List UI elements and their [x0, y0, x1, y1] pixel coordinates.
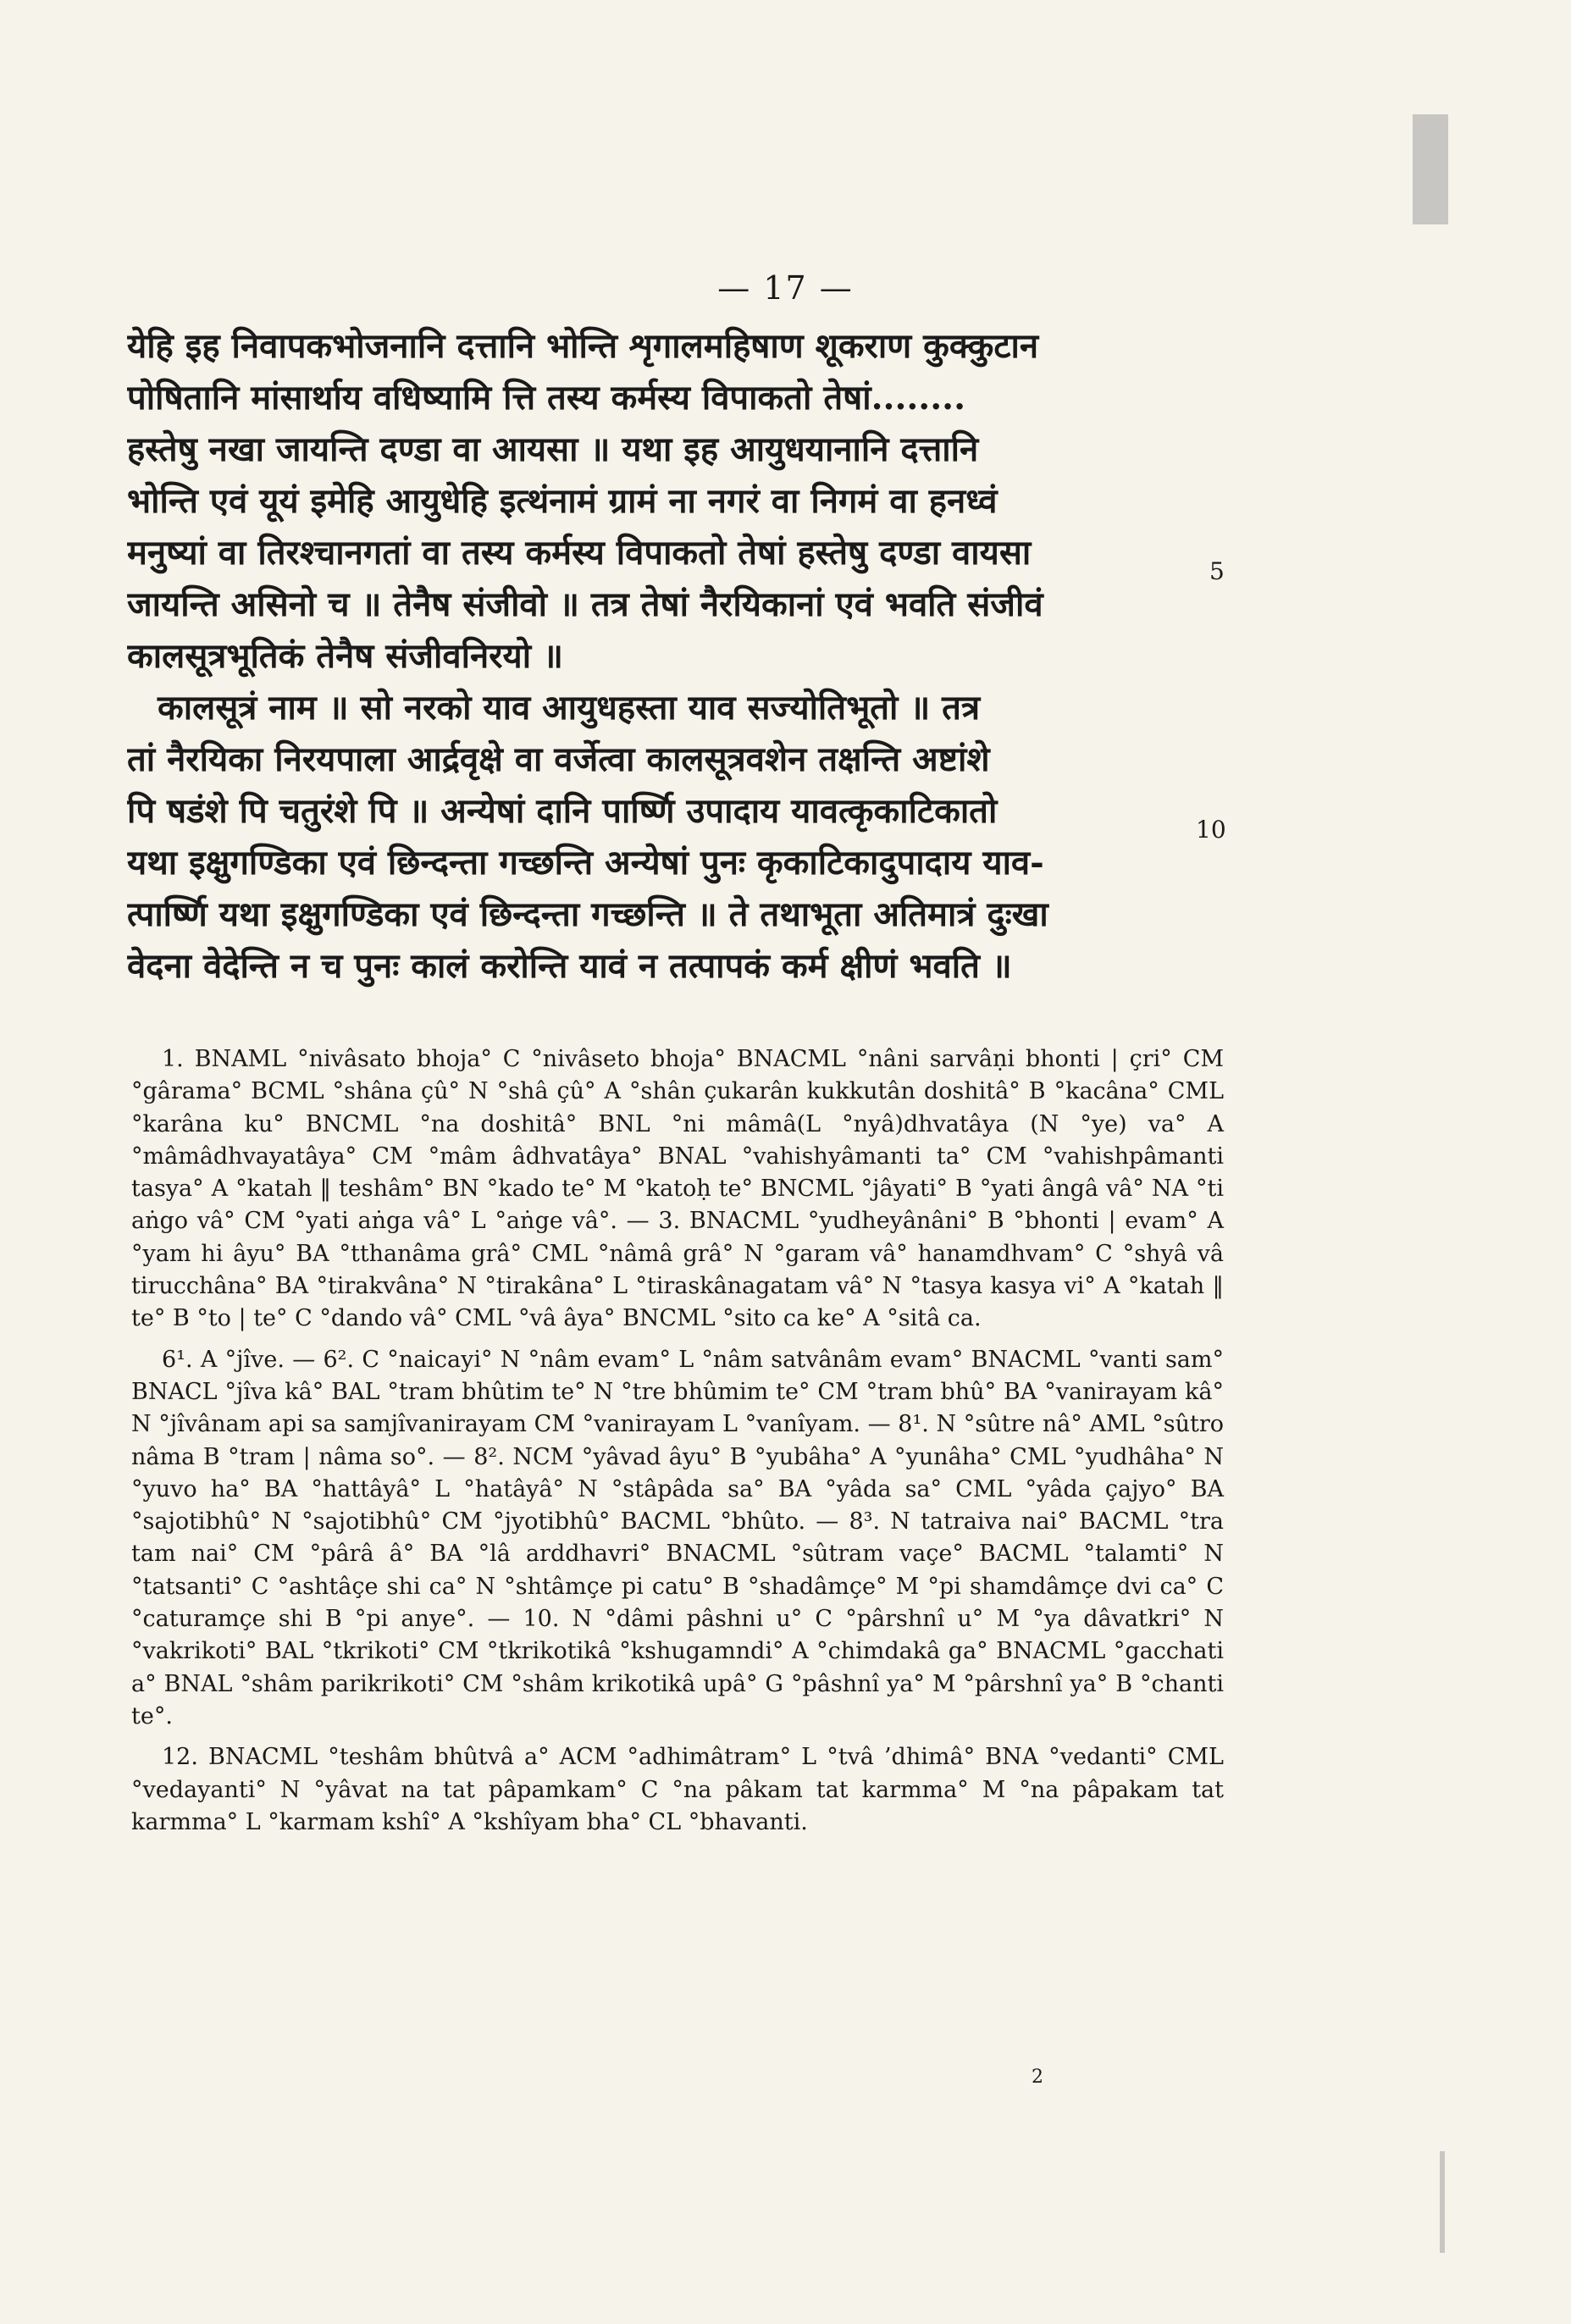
footnote-paragraph: 6¹. A °jîve. — 6². C °naicayi° N °nâm evam° L °nâm satvânâm evam° BNACML °vanti sam° BNACL °jîva kâ° BAL °tram bhûtim te° N °tre bhûmim te° CM °tram bhû° BA °vanirayam kâ° N °jîvânam api sa samjîvanirayam CM °vanirayam L °vanîyam. — 8¹. N °sûtre nâ° AML °sûtro nâma B °tram | nâma so°. — 8². NCM °yâvad âyu° B °yubâha° A °yunâha° CML °yudhâha° N °yuvo ha° BA °hattâyâ° L °hatâyâ° N °stâpâda sa° BA °yâda sa° CML °yâda çajyo° BA °sajotibhû° N °sajotibhû° CM °jyotibhû° BACML °bhûto. — 8³. N tatraiva nai° BACML °tra tam nai° CM °pârâ â° BA °lâ arddhavri° BNACML °sûtram vaçe° BACML °talamti° N °tatsanti° C °ashtâçe shi ca° N °shtâmçe pi catu° B °shadâmçe° M °pi shamdâmçe dvi ca° C °caturamçe shi B °pi anye°. — 10. N °dâmi pâshni u° C °pârshnî u° M °ya dâvatkri° N °vakrikoti° BAL °tkrikoti° CM °tkrikotikâ °kshugamndi° A °chimdakâ ga° BNACML °gacchati a° BNAL °shâm parikrikoti° CM °shâm krikotikâ upâ° G °pâshnî ya° M °pârshnî ya° B °chanti te°. — [131, 1346, 1224, 1729]
page-number: — 17 — — [717, 269, 854, 307]
sanskrit-line: येहि इह निवापकभोजनानि दत्तानि भोन्ति शृगालमहिषाण शूकराण कुक्कुटान — [127, 326, 1039, 366]
sanskrit-line: यथा इक्षुगण्डिका एवं छिन्दन्ता गच्छन्ति अन्येषां पुनः कृकाटिकादुपादाय याव- — [127, 843, 1044, 883]
sanskrit-line: हस्तेषु नखा जायन्ति दण्डा वा आयसा ॥ यथा इह आयुधयानानि दत्तानि — [127, 429, 979, 469]
sanskrit-line: जायन्ति असिनो च ॥ तेनैष संजीवो ॥ तत्र तेषां नैरयिकानां एवं भवति संजीवं — [127, 584, 1043, 624]
sanskrit-line: भोन्ति एवं यूयं इमेहि आयुधेहि इत्थंनामं ग्रामं ना नगरं वा निगमं वा हनध्वं — [127, 481, 998, 521]
sanskrit-line: पि षडंशे पि चतुरंशे पि ॥ अन्येषां दानि पार्ष्णि उपादाय यावत्कृकाटिकातो — [127, 791, 998, 831]
footnote-paragraph: 1. BNAML °nivâsato bhoja° C °nivâseto bhoja° BNACML °nâni sarvâṇi bhonti | çri° CM °gârama° BCML °shâna çû° N °shâ çû° A °shân çukarân kukkutân doshitâ° B °kacâna° CML °karâna ku° BNCML °na doshitâ° BNL °ni mâmâ(L °nyâ)dhvatâya (N °ye) va° A °mâmâdhvayatâya° CM °mâm âdhvatâya° BNAL °vahishyâmanti ta° CM °vahishpâmanti tasya° A °katah ‖ teshâm° BN °kado te° M °katoḥ te° BNCML °jâyati° B °yati ângâ vâ° NA °ti aṅgo vâ° CM °yati aṅga vâ° L °aṅge vâ°. — 3. BNACML °yudheyânâni° B °bhonti | evam° A °yam hi âyu° BA °tthanâma grâ° CML °nâmâ grâ° N °garam vâ° hanamdhvam° C °shyâ vâ tirucchâna° BA °tirakvâna° N °tirakâna° L °tiraskânagatam vâ° N °tasya kasya vi° A °katah ‖ te° B °to | te° C °dando vâ° CML °vâ âya° BNCML °sito ca ke° A °sitâ ca. — [131, 1046, 1224, 1332]
sanskrit-line: पोषितानि मांसार्थाय वधिष्यामि त्ति तस्य कर्मस्य विपाकतो तेषां........ — [127, 378, 966, 418]
sanskrit-line: त्पार्ष्णि यथा इक्षुगण्डिका एवं छिन्दन्ता गच्छन्ति ॥ ते तथाभूता अतिमात्रं दुःखा — [127, 894, 1048, 934]
footnote-paragraph: 12. BNACML °teshâm bhûtvâ a° ACM °adhimâtram° L °tvâ ’dhimâ° BNA °vedanti° CML °vedayanti° N °yâvat na tat pâpamkam° C °na pâkam tat karmma° M °na pâpakam tat karmma° L °karmam kshî° A °kshîyam bha° CL °bhavanti. — [131, 1744, 1224, 1835]
sanskrit-line: मनुष्यां वा तिरश्चानगतां वा तस्य कर्मस्य विपाकतो तेषां हस्तेषु दण्डा वायसा — [127, 533, 1032, 573]
sanskrit-text-block — [127, 320, 1220, 992]
scan-edge-speck — [1413, 114, 1448, 224]
margin-line-number-5: 5 — [1209, 557, 1225, 585]
sanskrit-line: कालसूत्रं नाम ॥ सो नरको याव आयुधहस्ता याव सज्योतिभूतो ॥ तत्र — [158, 688, 981, 728]
margin-line-number-10: 10 — [1196, 816, 1226, 844]
scan-edge-speck — [1440, 2151, 1445, 2253]
sanskrit-line: तां नैरयिका निरयपाला आर्द्रवृक्षे वा वर्जेत्वा कालसूत्रवशेन तक्षन्ति अष्टांशे — [127, 739, 990, 779]
footnotes-block — [131, 1043, 1224, 1847]
sheet-signature-mark: 2 — [1032, 2067, 1043, 2088]
sanskrit-line: कालसूत्रभूतिकं तेनैष संजीवनिरयो ॥ — [127, 636, 563, 676]
sanskrit-line: वेदना वेदेन्ति न च पुनः कालं करोन्ति यावं न तत्पापकं कर्म क्षीणं भवति ॥ — [127, 946, 1012, 986]
